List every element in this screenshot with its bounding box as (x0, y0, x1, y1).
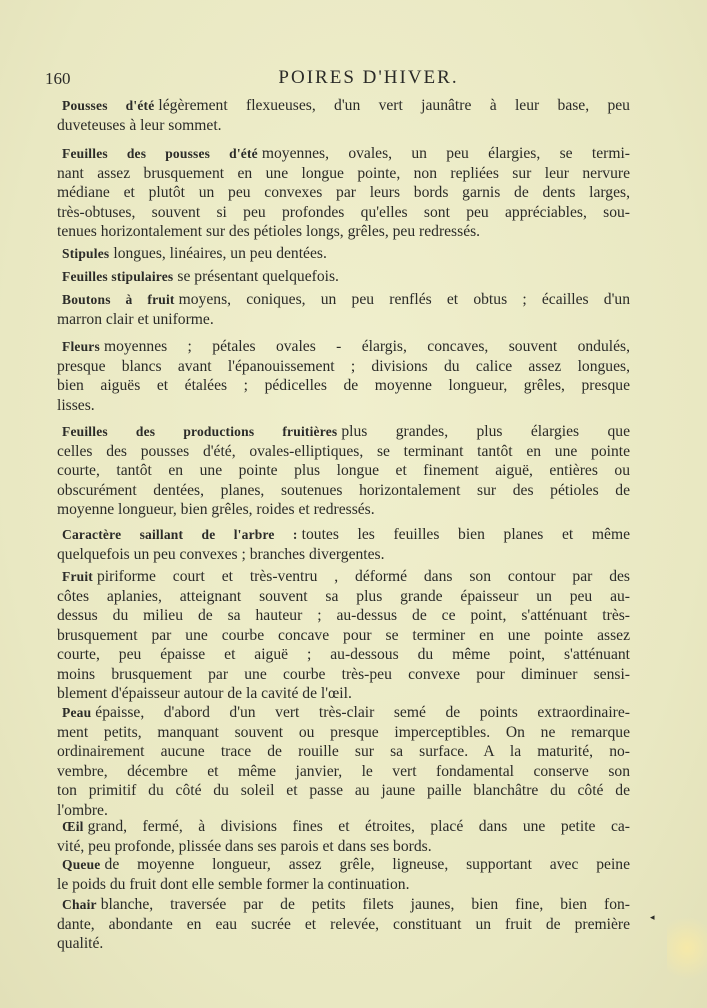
text-line (57, 267, 630, 287)
text-line (57, 875, 630, 895)
line-text: courte, peu épaisse et aiguë ; au-dessous du même point, s'atténuant (57, 646, 630, 663)
paragraph (57, 290, 630, 329)
paragraph-lead: Queue (62, 857, 101, 872)
line-text: ordinairement aucune trace de rouille sur sa surface. A la maturité, no- (57, 743, 630, 760)
text-line (57, 376, 630, 396)
line-text: moyens, coniques, un peu renflés et obtus ; écailles d'un (178, 291, 631, 308)
line-text: ton primitif du côté du soleil et passe au jaune paille blanchâtre du côté de (57, 782, 630, 799)
line-text: moyenne longueur, bien grêles, roides et redressés. (57, 501, 375, 518)
paragraph-lead: Œil (62, 819, 84, 834)
text-line (57, 545, 630, 565)
line-text: grand, fermé, à divisions fines et étroites, placé dans une petite ca- (87, 818, 630, 835)
paragraph-lead: Feuilles des productions fruitières (62, 424, 338, 439)
paragraph-lead: Fleurs (62, 339, 100, 354)
line-text: presque blancs avant l'épanouissement ; divisions du calice assez longues, (57, 357, 630, 375)
line-text: quelquefois un peu convexes ; branches divergentes. (57, 545, 385, 563)
line-text: vité, peu profonde, plissée dans ses parois et dans ses bords. (57, 837, 432, 855)
text-line (57, 96, 630, 116)
text-line (57, 665, 630, 685)
line-text: celles des pousses d'été, ovales-elliptiques, se terminant tantôt en une pointe (57, 442, 630, 460)
margin-mark: ◂ (650, 912, 655, 922)
text-line (57, 934, 630, 954)
line-text: piriforme court et très-ventru , déformé dans son contour par des (97, 568, 630, 585)
paragraph-lead: Peau (62, 705, 92, 720)
text-line (57, 310, 630, 330)
text-line (57, 442, 630, 462)
text-line (57, 222, 630, 242)
line-text: moyennes ; pétales ovales - élargis, concaves, souvent ondulés, (103, 338, 630, 355)
paragraph (57, 422, 630, 520)
text-line (57, 817, 630, 837)
page-number: 160 (45, 69, 71, 88)
paper-stain (667, 908, 707, 988)
text-line (57, 290, 630, 310)
text-line (57, 567, 630, 587)
line-text: épaisse, d'abord d'un vert très-clair semé de points extraordinaire- (95, 704, 630, 721)
text-line (57, 116, 630, 136)
text-line (57, 684, 630, 704)
text-line (57, 645, 630, 665)
line-text: vembre, décembre et même janvier, le vert fondamental conserve son (57, 762, 630, 780)
line-text: se présentant quelquefois. (177, 268, 339, 285)
text-line (57, 357, 630, 377)
paragraph (57, 525, 630, 564)
line-text: très-obtuses, souvent si peu profondes qu'elles sont peu appréciables, sou- (57, 203, 630, 221)
text-line (57, 837, 630, 857)
paragraph (57, 267, 630, 287)
text-line (57, 500, 630, 520)
line-text: dessus du milieu de sa hauteur ; au-dessus de ce point, s'atténuant très- (57, 607, 630, 624)
paragraph (57, 895, 630, 954)
line-text: médiane et plutôt un peu convexes par leurs bords garnis de dents larges, (57, 184, 630, 201)
text-line (57, 244, 630, 264)
line-text: de moyenne longueur, assez grêle, ligneuse, supportant avec peine (104, 856, 630, 873)
line-text: blement d'épaisseur autour de la cavité de l'œil. (57, 685, 352, 702)
line-text: légèrement flexueuses, d'un vert jaunâtre à leur base, peu (158, 97, 630, 114)
line-text: obscurément dentées, planes, soutenues horizontalement sur des pétioles de (57, 481, 630, 499)
paragraph-lead: Feuilles des pousses d'été (62, 146, 258, 161)
text-line (57, 742, 630, 762)
text-line (57, 183, 630, 203)
line-text: dante, abondante en eau sucrée et relevée, constituant un fruit de première (57, 915, 630, 933)
paragraph-lead: Pousses d'été (62, 98, 155, 113)
line-text: courte, tantôt en une pointe plus longue et finement aiguë, entières ou (57, 462, 630, 479)
text-line (57, 203, 630, 223)
line-text: ment petits, manquant souvent ou presque imperceptibles. On ne remarque (57, 723, 630, 741)
line-text: brusquement par une courbe concave pour se terminer en une pointe assez (57, 626, 630, 644)
line-text: plus grandes, plus élargies que (341, 423, 630, 440)
text-line (57, 723, 630, 743)
text-line (57, 422, 630, 442)
line-text: côtes aplanies, atteignant souvent sa plus grande épaisseur un peu au- (57, 587, 630, 605)
paragraph-lead: Stipules (62, 246, 110, 261)
line-text: toutes les feuilles bien planes et même (301, 526, 630, 543)
text-line (57, 781, 630, 801)
paragraph-lead: Caractère saillant de l'arbre : (62, 527, 298, 542)
paragraph (57, 337, 630, 415)
paragraph (57, 567, 630, 704)
paragraph (57, 855, 630, 894)
line-text: nant assez brusquement en une longue pointe, non repliées sur leur nervure (57, 164, 630, 182)
line-text: blanche, traversée par de petits filets jaunes, bien fine, bien fon- (100, 896, 630, 913)
line-text: lisses. (57, 396, 95, 414)
paragraph (57, 244, 630, 264)
paragraph-lead: Fruit (62, 569, 93, 584)
paragraph (57, 703, 630, 820)
text-line (57, 855, 630, 875)
paragraph-lead: Feuilles stipulaires (62, 269, 174, 284)
paragraph-lead: Boutons à fruit (62, 292, 175, 307)
line-text: longues, linéaires, un peu dentées. (113, 245, 327, 262)
line-text: le poids du fruit dont elle semble former la continuation. (57, 875, 410, 893)
text-line (57, 762, 630, 782)
line-text: marron clair et uniforme. (57, 310, 214, 328)
text-line (57, 481, 630, 501)
text-line (57, 164, 630, 184)
running-title: POIRES D'HIVER. (278, 67, 459, 88)
line-text: moins brusquement par une courbe très-peu convexe pour diminuer sensi- (57, 665, 630, 683)
text-line (57, 915, 630, 935)
paragraph (57, 817, 630, 856)
line-text: duveteuses à leur sommet. (57, 116, 222, 134)
paragraph-lead: Chair (62, 897, 97, 912)
text-line (57, 396, 630, 416)
line-text: moyennes, ovales, un peu élargies, se termi- (261, 145, 630, 162)
text-line (57, 461, 630, 481)
text-line (57, 703, 630, 723)
line-text: bien aiguës et étalées ; pédicelles de moyenne longueur, grêles, presque (57, 377, 630, 394)
line-text: l'ombre. (57, 801, 108, 819)
paragraph (57, 96, 630, 135)
text-line (57, 337, 630, 357)
text-line (57, 895, 630, 915)
line-text: qualité. (57, 935, 104, 952)
text-line (57, 525, 630, 545)
paragraph (57, 144, 630, 242)
text-line (57, 144, 630, 164)
text-line (57, 626, 630, 646)
text-line (57, 606, 630, 626)
text-line (57, 587, 630, 607)
line-text: tenues horizontalement sur des pétioles longs, grêles, peu redressés. (57, 223, 481, 240)
